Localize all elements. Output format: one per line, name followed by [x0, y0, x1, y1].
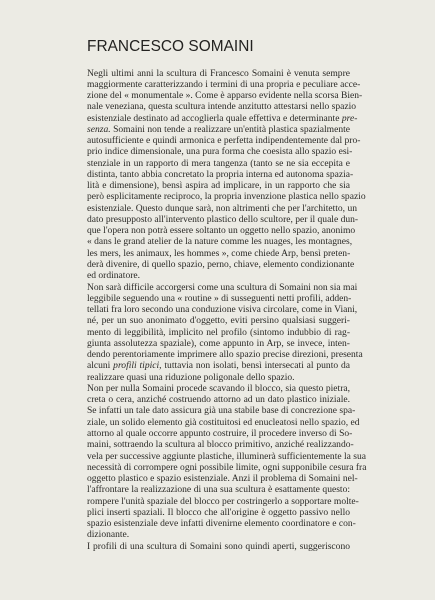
text-line: oggetto plastico e spazio esistenziale. Anzi il problema di Somaini nel-	[87, 473, 358, 485]
text-line: mento di leggibilità, implicito nel profilo (sintomo indubbio di rag-	[87, 326, 350, 338]
text-line: esistenziale. Questo dunque sarà, non altrimenti che per l'architetto, un	[87, 202, 358, 214]
text-line: ed ordinatore.	[87, 270, 141, 282]
text-line: però esplicitamente reciproco, la propria invenzione plastica nello spazio	[87, 191, 366, 203]
text-line: stenziale in un rapporto di mera tangenza (tanto se ne sia eccepita e	[87, 157, 350, 169]
text-line: rompere l'unità spaziale del blocco per costringerlo a sopportare molte-	[87, 495, 359, 507]
text-line: l'affrontare la realizzazione di una sua scultura è esattamente questo:	[87, 484, 350, 496]
text-line: ziale, un solido elemento già costituitosi ed enucleatosi nello spazio, ed	[87, 416, 360, 428]
text-line: que l'opera non potrà essere soltanto un oggetto nello spazio, anonimo	[87, 225, 356, 237]
text-line: prio indice dimensionale, una pura forma che coesista allo spazio esi-	[87, 146, 353, 158]
emphasis-text: pre-	[341, 112, 358, 124]
text-line: autosufficiente e quindi armonica e perfetta indipendentemente dal pro-	[87, 135, 361, 147]
text-line: dizionante.	[87, 529, 130, 541]
text-line: vela per successive aggiunte plastiche, illuminerà sufficientemente la sua	[87, 450, 366, 462]
text-line: maini, sottraendo la scultura al blocco primitivo, anziché realizzando-	[87, 439, 354, 451]
text-line: realizzare quasi una riduzione poligonale dello spazio.	[87, 371, 295, 383]
page-title: FRANCESCO SOMAINI	[87, 38, 254, 55]
text-line: distinta, tanto abbia concretato la propria interna ed autonoma spazia-	[87, 168, 354, 180]
text-line: Se infatti un tale dato assicura già una stabile base di concrezione spa-	[87, 405, 356, 417]
text-line: I profili di una scultura di Somaini sono quindi aperti, suggeriscono	[87, 540, 350, 552]
text-line: maggiormente caratterizzando i termini di una propria e peculiare acce-	[87, 78, 361, 90]
text-line: « dans le grand atelier de la nature comme les nuages, les montagnes,	[87, 236, 353, 248]
text-line: esistenziale destinato ad accoglierla quale effettiva e determinante pre-	[87, 112, 358, 124]
text-line: Negli ultimi anni la scultura di Francesco Somaini è venuta sempre	[87, 67, 350, 79]
text-line: dendo perentoriamente imprimere allo spazio precise direzioni, presenta	[87, 349, 363, 361]
text-line: senza. Somaini non tende a realizzare un'entità plastica spazialmente	[87, 123, 350, 135]
text-line: Non per nulla Somaini procede scavando il blocco, sia questo pietra,	[87, 382, 350, 394]
text-line: les mers, les animaux, les hommes », come chiede Arp, bensì preten-	[87, 247, 351, 259]
text-line: tellati fra loro secondo una conduzione visiva circolare, come in Viani,	[87, 304, 358, 316]
text-line: plici inserti spaziali. Il blocco che all'origine è oggetto passivo nello	[87, 506, 350, 518]
text-line: nale veneziana, questa scultura intende anzitutto attestarsi nello spazio	[87, 101, 357, 113]
text-line: leggibile seguendo una « routine » di susseguenti netti profili, adden-	[87, 292, 352, 304]
text-line: necessità di corrompere ogni possibile limite, ogni supponibile cesura fra	[87, 461, 367, 473]
text-line: dato presupposto all'intervento plastico dello scultore, per il quale dun-	[87, 213, 359, 225]
text-line: spazio esistenziale deve infatti divenirne elemento coordinatore e con-	[87, 518, 356, 530]
text-line: lità e dimensione), bensì aspira ad implicare, in un rapporto che sia	[87, 180, 350, 192]
text-line: attorno al quale occorre appunto costruire, il procedere inverso di So-	[87, 428, 353, 439]
text-line: zione del « monumentale ». Come è apparso evidente nella scorsa Bien-	[87, 90, 363, 102]
emphasis-text: profili tipici,	[113, 360, 162, 372]
text-line: giunta assolutezza spaziale), come appunto in Arp, se invece, inten-	[87, 337, 350, 349]
text-line: creta o cera, anziché costruendo attorno ad un dato plastico iniziale.	[87, 394, 350, 406]
text-line: derà divenire, di quello spazio, perno, chiave, elemento condizionante	[87, 259, 355, 271]
text-line: alcuni profili tipici, tuttavia non isolati, bensì intersecati al punto da	[87, 360, 350, 372]
text-line: né, per un suo anonimato d'oggetto, eviti persino qualsiasi suggeri-	[87, 315, 350, 327]
article-body	[87, 67, 367, 552]
text-line: Non sarà difficile accorgersi come una scultura di Somaini non sia mai	[87, 281, 358, 293]
emphasis-text: senza.	[87, 123, 111, 135]
